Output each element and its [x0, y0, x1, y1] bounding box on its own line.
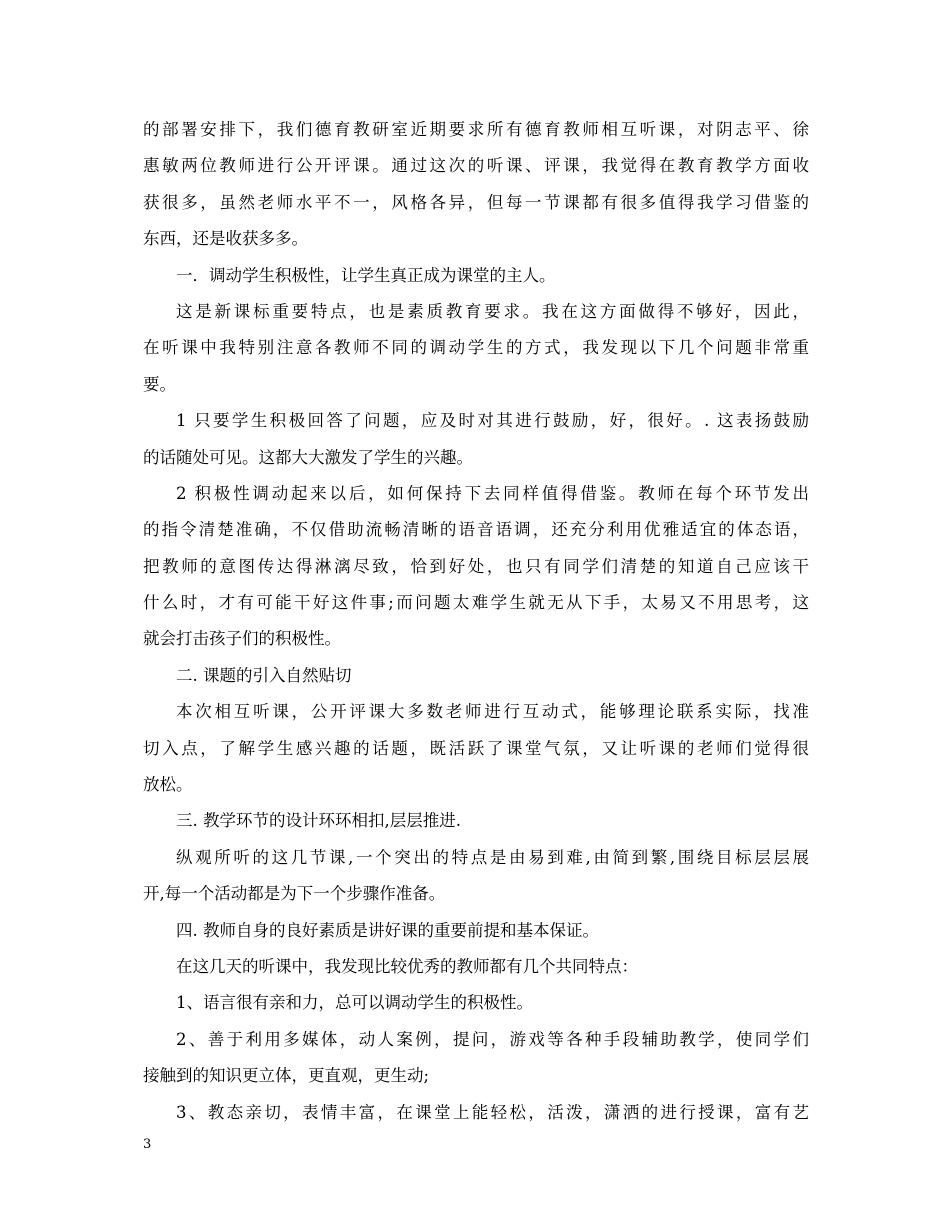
- text-line: 本次相互听课，公开评课大多数老师进行互动式，能够理论联系实际，找准: [176, 702, 809, 722]
- text-line: 的指令清楚准确，不仅借助流畅清晰的语音语调，还充分利用优雅适宜的体态语，: [143, 520, 809, 540]
- section-heading-4: 四. 教师自身的良好素质是讲好课的重要前提和基本保证。: [176, 920, 599, 940]
- text-line: 把教师的意图传达得淋漓尽致，恰到好处，也只有同学们清楚的知道自己应该干: [143, 556, 809, 576]
- list-item-2: 2、善于利用多媒体，动人案例，提问，游戏等各种手段辅助教学，使同学们: [176, 1029, 809, 1049]
- section-heading-3: 三. 教学环节的设计环环相扣,层层推进.: [176, 811, 461, 831]
- text-line: 开,每一个活动都是为下一个步骤作准备。: [143, 884, 446, 904]
- text-line: 接触到的知识更立体，更直观，更生动;: [143, 1066, 430, 1086]
- text-line: 的话随处可见。这都大大激发了学生的兴趣。: [143, 447, 473, 467]
- text-line: 东西，还是收获多多。: [143, 229, 308, 249]
- text-line: 切入点，了解学生感兴趣的话题，既活跃了课堂气氛，又让听课的老师们觉得很: [143, 738, 809, 758]
- list-item-3: 3、教态亲切，表情丰富，在课堂上能轻松，活泼，潇洒的进行授课，富有艺: [176, 1102, 809, 1122]
- text-line: 纵观所听的这几节课,一个突出的特点是由易到难,由简到繁,围绕目标层层展: [176, 847, 809, 867]
- text-line: 这是新课标重要特点，也是素质教育要求。我在这方面做得不够好，因此，: [176, 301, 809, 321]
- section-heading-2: 二. 课题的引入自然贴切: [176, 665, 352, 685]
- text-line: 就会打击孩子们的积极性。: [143, 629, 341, 649]
- page-number: 3: [143, 1137, 152, 1152]
- text-line: 的部署安排下，我们德育教研室近期要求所有德育教师相互听课，对阴志平、徐: [143, 120, 809, 139]
- text-line: 惠敏两位教师进行公开评课。通过这次的听课、评课，我觉得在教育教学方面收: [143, 156, 809, 176]
- text-line: 要。: [143, 374, 176, 394]
- list-item-1: 1、语言很有亲和力，总可以调动学生的积极性。: [176, 993, 533, 1013]
- text-line: 什么时，才有可能干好这件事;而问题太难学生就无从下手，太易又不用思考，这: [143, 593, 809, 613]
- body-text: [143, 112, 809, 1131]
- list-item-2: 2 积极性调动起来以后，如何保持下去同样值得借鉴。教师在每个环节发出: [176, 483, 809, 503]
- text-line: 在这几天的听课中，我发现比较优秀的教师都有几个共同特点：: [176, 956, 638, 976]
- list-item-1: 1 只要学生积极回答了问题，应及时对其进行鼓励，好，很好。. 这表扬鼓励: [176, 411, 809, 431]
- section-heading-1: 一．调动学生积极性，让学生真正成为课堂的主人。: [176, 265, 556, 285]
- text-line: 获很多，虽然老师水平不一，风格各异，但每一节课都有很多值得我学习借鉴的: [143, 192, 809, 212]
- text-line: 在听课中我特别注意各教师不同的调动学生的方式，我发现以下几个问题非常重: [143, 338, 809, 358]
- text-line: 放松。: [143, 775, 193, 795]
